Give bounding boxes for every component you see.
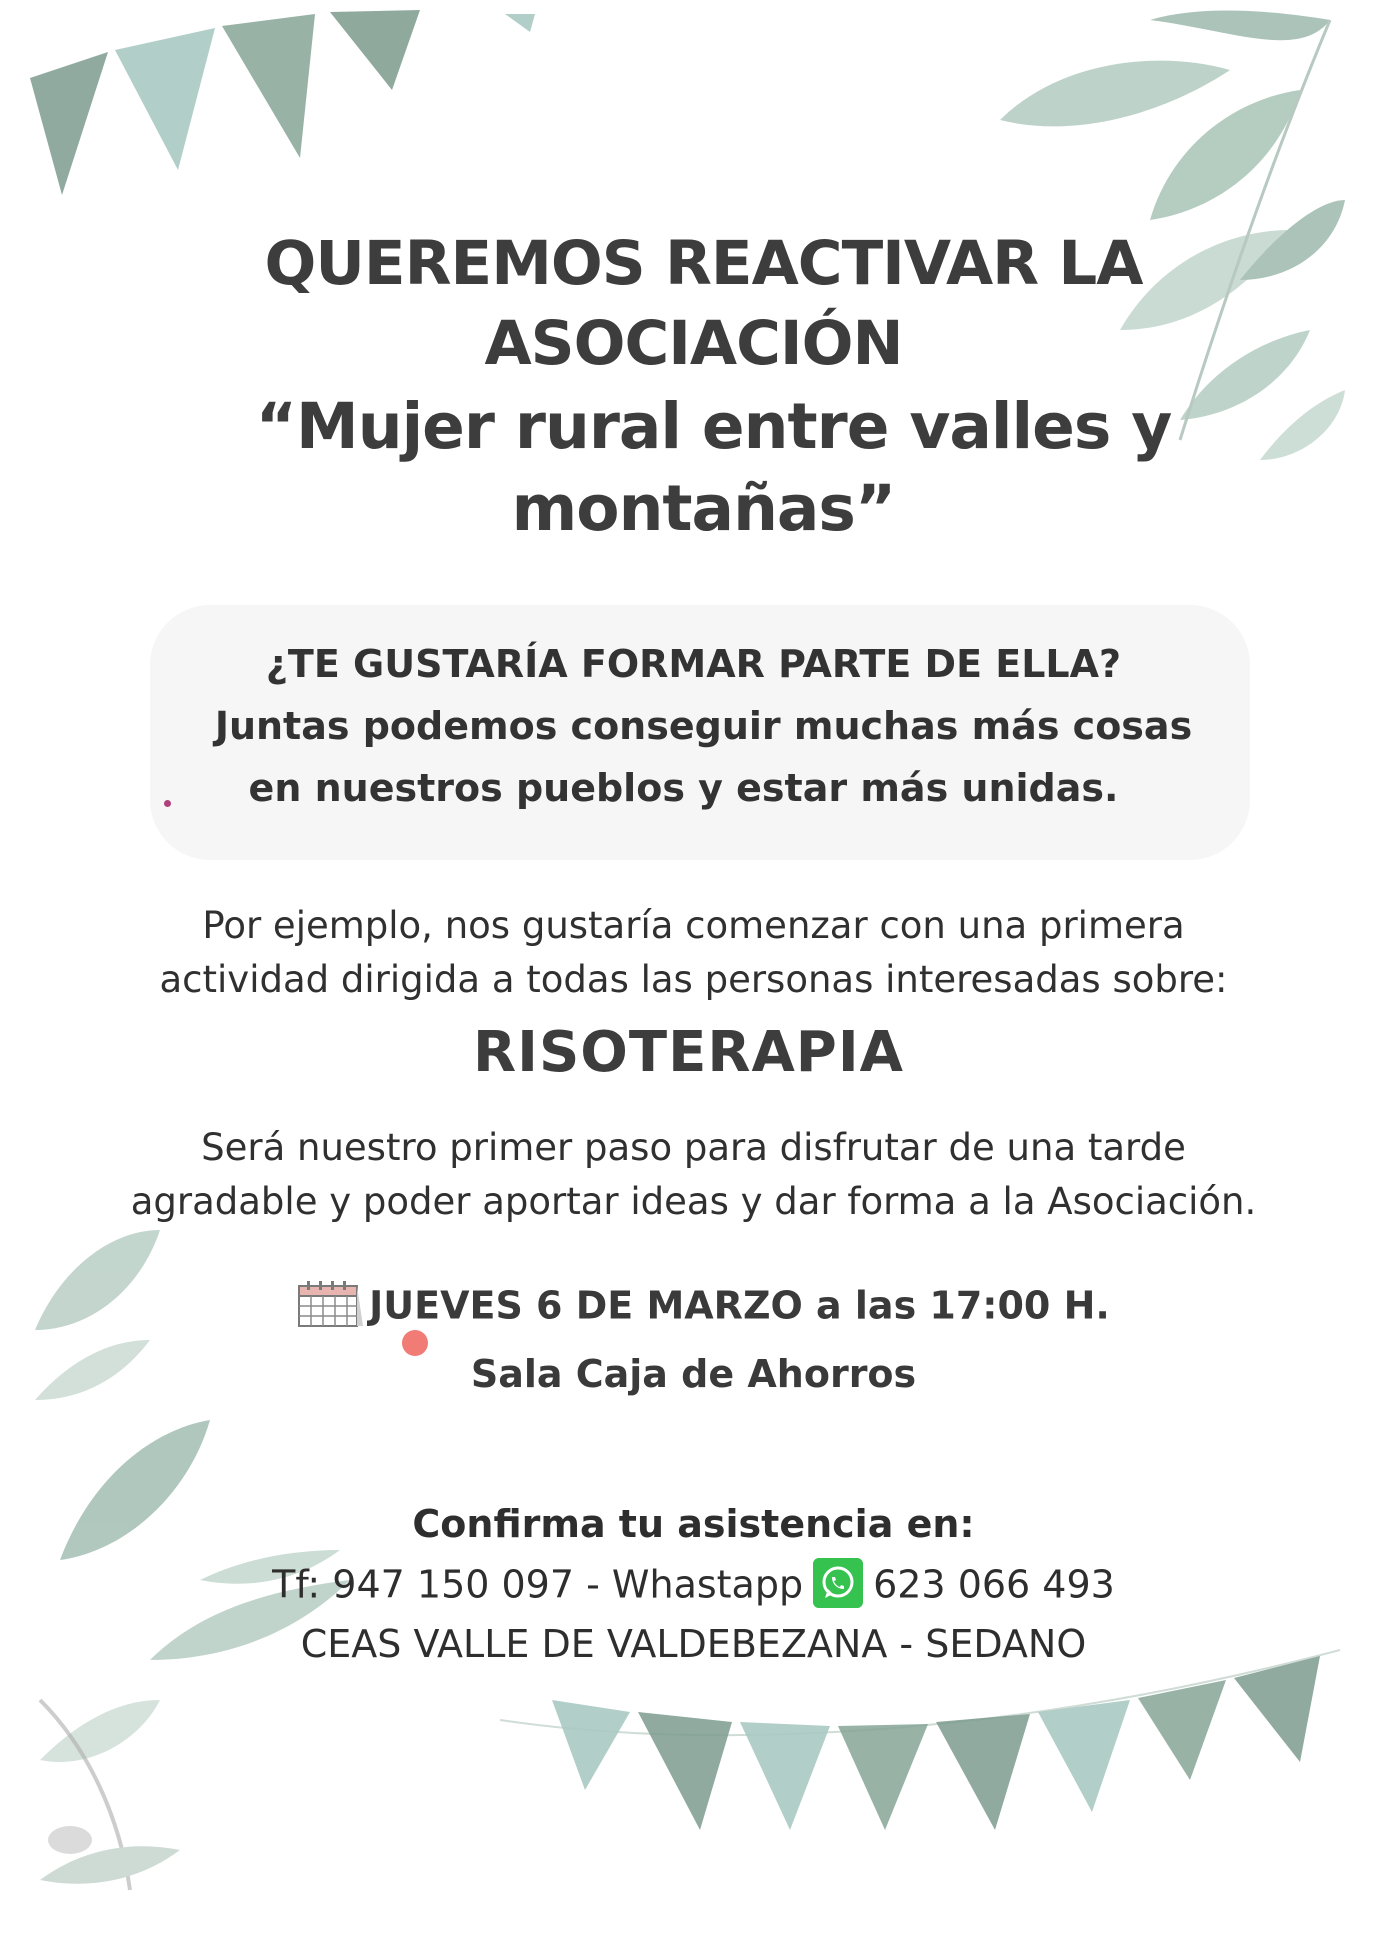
title-line-2: ASOCIACIÓN: [484, 308, 903, 379]
event-date-time-text: JUEVES 6 DE MARZO a las 17:00 H.: [369, 1283, 1110, 1328]
description-line-2: agradable y poder aportar ideas y dar forma a la Asociación.: [130, 1180, 1257, 1223]
contact-organization: CEAS VALLE DE VALDEBEZANA - SEDANO: [300, 1622, 1087, 1666]
title-line-4: montañas”: [511, 472, 896, 545]
contact-heading: Confirma tu asistencia en:: [412, 1502, 975, 1546]
description-line-1: Será nuestro primer paso para disfrutar de una tarde: [201, 1126, 1186, 1169]
stray-mark: [402, 1330, 428, 1356]
whatsapp-icon: [813, 1558, 863, 1608]
callout-line-2: Juntas podemos conseguir muchas más cosas: [214, 704, 1193, 748]
contact-phone-line: [0, 1562, 1387, 1612]
title-line-1: QUEREMOS REACTIVAR LA: [264, 228, 1143, 299]
title-line-3: “Mujer rural entre valles y: [255, 390, 1172, 463]
intro-line-2: actividad dirigida a todas las personas interesadas sobre:: [159, 958, 1228, 1001]
callout-question: ¿TE GUSTARÍA FORMAR PARTE DE ELLA?: [265, 642, 1122, 686]
whatsapp-number: 623 066 493: [873, 1562, 1115, 1607]
intro-line-1: Por ejemplo, nos gustaría comenzar con una primera: [202, 904, 1185, 947]
contact-phone: Tf: 947 150 097 - Whastapp: [272, 1562, 804, 1607]
event-date-time: [10, 1282, 1387, 1334]
event-place: Sala Caja de Ahorros: [470, 1352, 917, 1396]
callout-line-3: en nuestros pueblos y estar más unidas.: [248, 766, 1119, 810]
activity-name: RISOTERAPIA: [472, 1020, 905, 1085]
calendar-icon: [297, 1278, 365, 1330]
